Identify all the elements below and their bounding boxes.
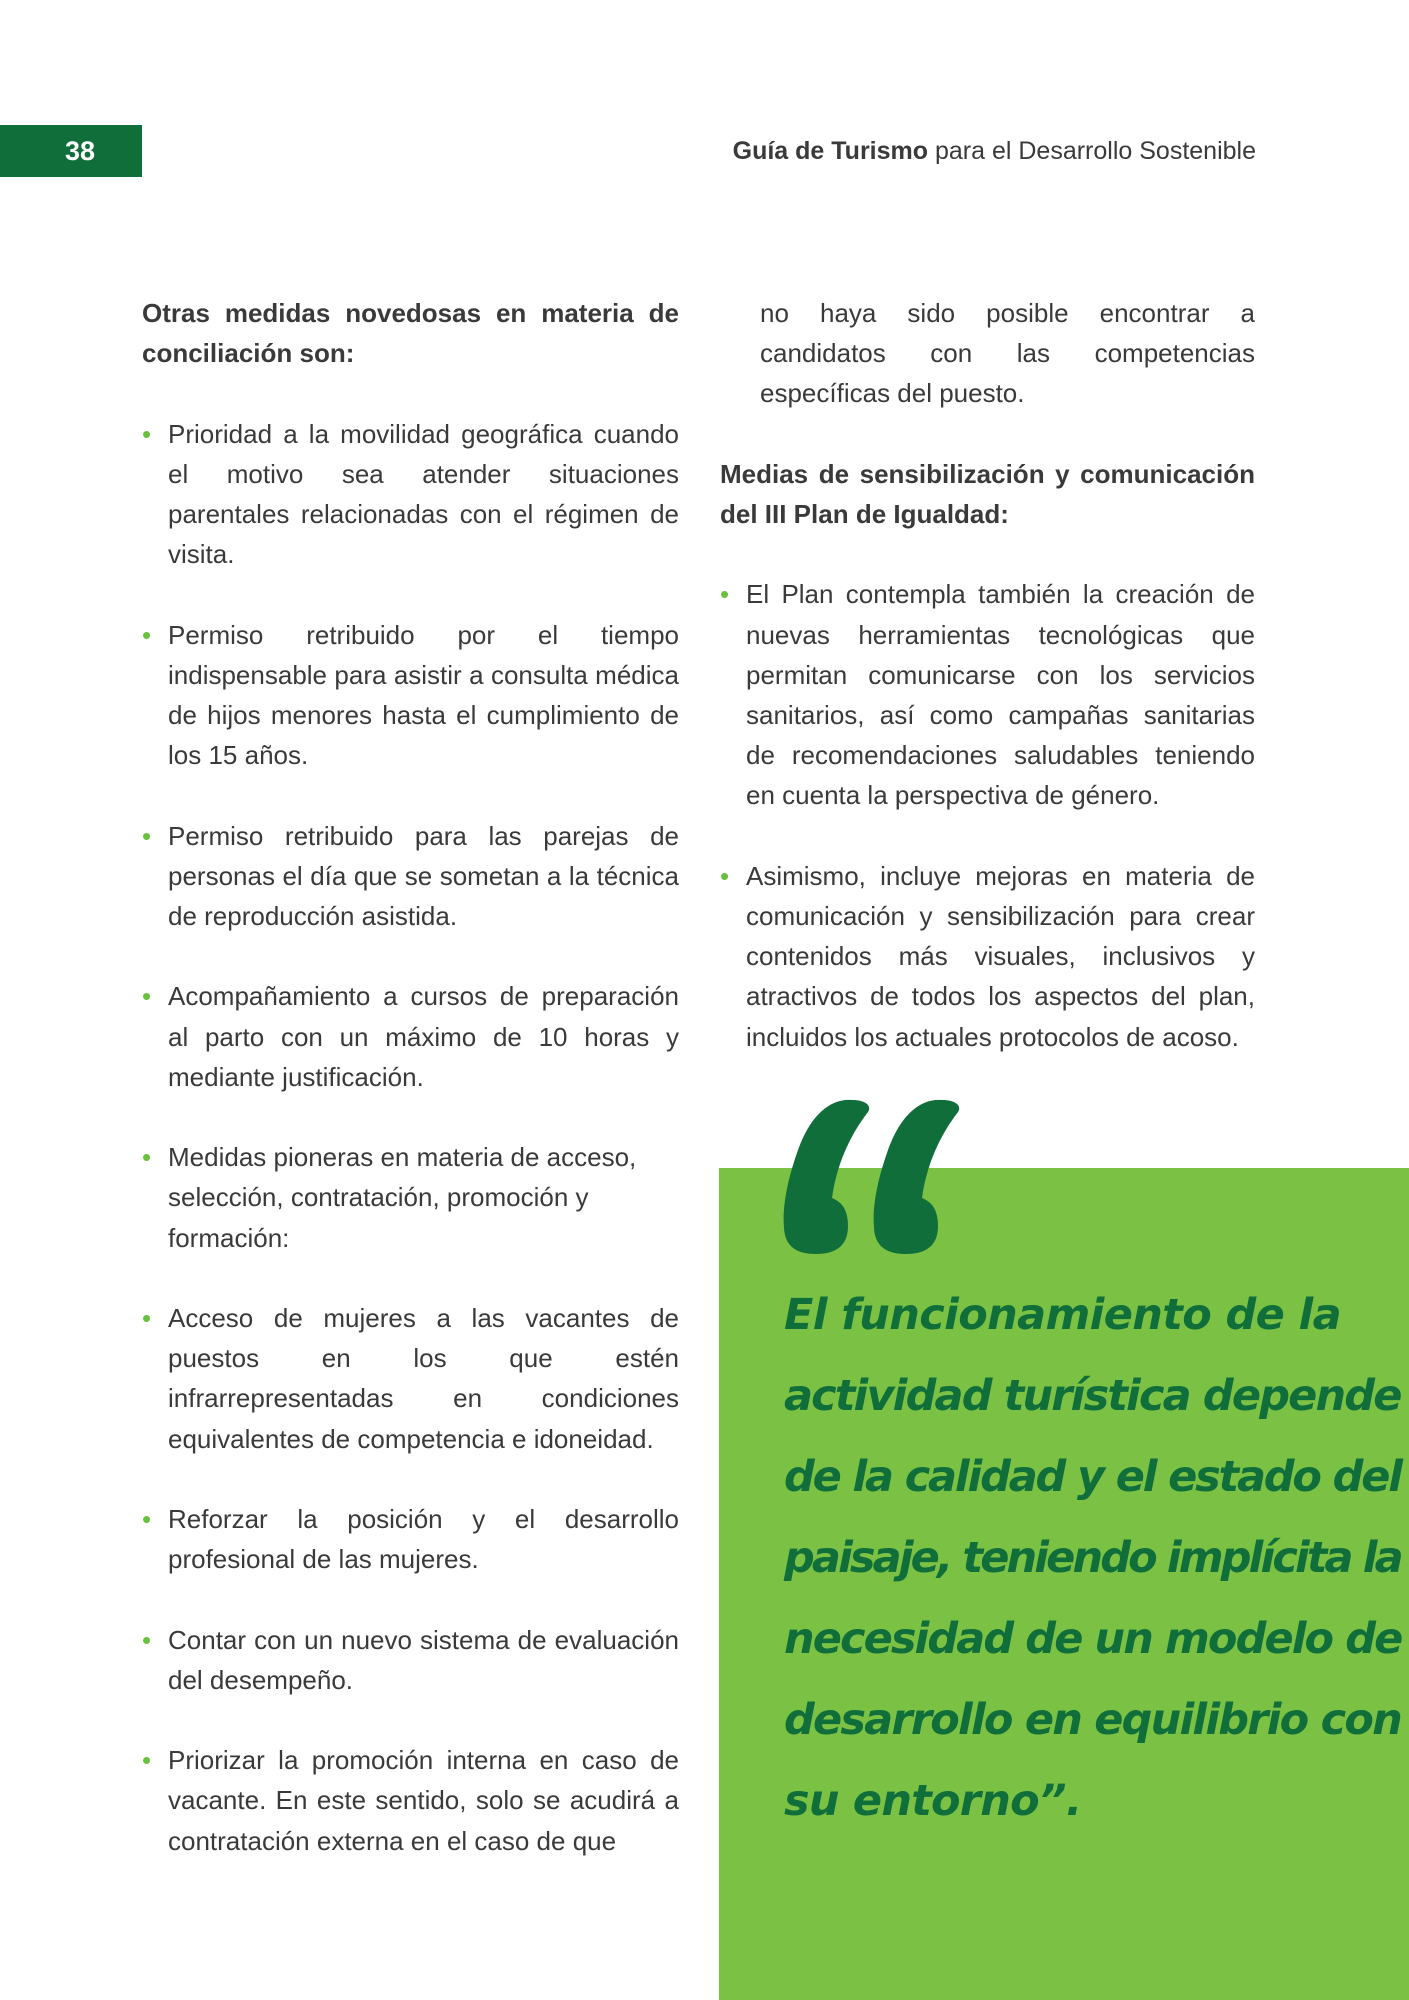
bullet-item: • Permiso retribuido por el tiempo indispensable para asistir a consulta médica de hijos menores hasta el cumplimiento de los 15 años.: [142, 615, 679, 776]
page-number: 38: [64, 135, 96, 166]
bullet-item: • Asimismo, incluye mejoras en materia de comunicación y sensibilización para crear contenidos más visuales, inclusivos y atractivos de todos los aspectos del plan, incluidos los actuales protocolos de acoso.: [720, 856, 1255, 1057]
quote-line: de la calidad y el estado del: [784, 1452, 1401, 1502]
page-number-tab: [0, 125, 142, 177]
sub-bullet-item: • Reforzar la posición y el desarrollo profesional de las mujeres.: [142, 1499, 679, 1579]
quote-line: su entorno”.: [784, 1776, 1082, 1826]
right-heading: Medias de sensibilización y comunicación del III Plan de Igualdad:: [720, 458, 1255, 529]
quote-line: necesidad de un modelo de: [784, 1614, 1402, 1664]
running-header-bold: Guía de Turismo: [732, 137, 929, 165]
sub-bullet-item: • Contar con un nuevo sistema de evaluación del desempeño.: [142, 1620, 679, 1700]
running-header: [733, 137, 1256, 166]
quote-line: El funcionamiento de la: [784, 1290, 1341, 1340]
running-header-rest: para el Desarrollo Sostenible: [928, 137, 1256, 165]
quote-line: desarrollo en equilibrio con: [784, 1695, 1401, 1745]
pull-quote: [784, 1275, 1404, 1842]
bullet-item: • Medidas pioneras en materia de acceso, selección, contratación, promoción y formación:: [142, 1137, 679, 1258]
left-column: [142, 293, 679, 1861]
bullet-item: • Permiso retribuido para las parejas de personas el día que se sometan a la técnica de reproducción asistida.: [142, 816, 679, 937]
quote-line: paisaje, teniendo implícita la: [784, 1533, 1401, 1583]
quote-line: actividad turística depende: [784, 1371, 1401, 1421]
right-column: [720, 293, 1255, 1057]
bullet-item: • Prioridad a la movilidad geográfica cuando el motivo sea atender situaciones parentales relacionadas con el régimen de visita.: [142, 414, 679, 575]
bullet-item: • El Plan contempla también la creación de nuevas herramientas tecnológicas que permitan comunicarse con los servicios sanitarios, así como campañas sanitarias de recomendaciones saludables teniendo en cuenta la perspectiva de género.: [720, 574, 1255, 815]
continued-text: no haya sido posible encontrar a candidatos con las competencias específicas del puesto.: [760, 298, 1255, 409]
quote-mark-icon: [782, 1098, 992, 1258]
bullet-item: • Acompañamiento a cursos de preparación al parto con un máximo de 10 horas y mediante justificación.: [142, 976, 679, 1097]
sub-bullet-item: • Priorizar la promoción interna en caso de vacante. En este sentido, solo se acudirá a contratación externa en el caso de que: [142, 1740, 679, 1861]
left-heading: Otras medidas novedosas en materia de conciliación son:: [142, 298, 679, 369]
sub-bullet-item: • Acceso de mujeres a las vacantes de puestos en los que estén infrarrepresentadas en condiciones equivalentes de competencia e idoneidad.: [142, 1298, 679, 1459]
